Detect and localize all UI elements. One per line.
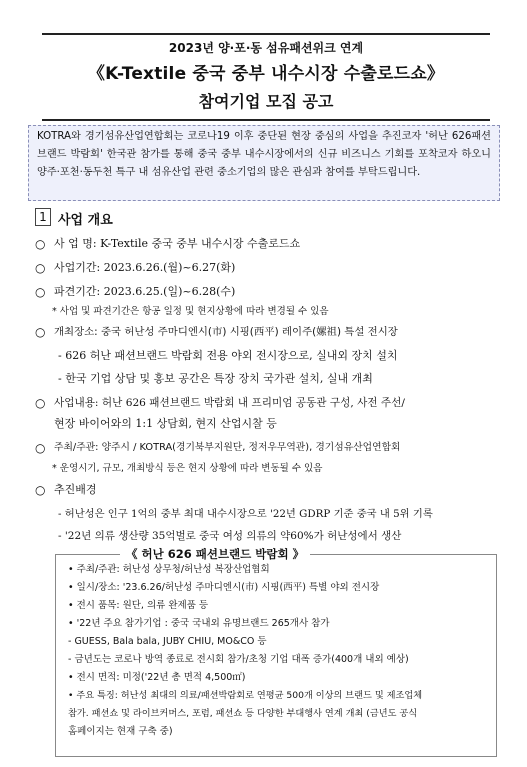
title-line-2: 《K-Textile 중국 중부 내수시장 수출로드쇼》 <box>87 64 445 84</box>
item-bullet: ○ <box>35 396 46 410</box>
highlight-line: 홈페이지는 현재 구축 중) <box>68 726 173 737</box>
item-note: * 사업 및 파견기간은 항공 일정 및 현지상황에 따라 변경될 수 있음 <box>52 306 329 317</box>
highlight-line: • 주요 특징: 허난성 최대의 의료/패션박람회로 연평균 500개 이상의 브랜드 및 제조업체 <box>68 690 423 701</box>
item-text: 사업내용: 허난 626 패션브랜드 박람회 내 프리미엄 공동관 구성, 사전 주선/ <box>54 397 405 409</box>
intro-box: KOTRA와 경기섬유산업연합회는 코로나19 이후 중단된 현장 중심의 사업을 추진코자 '허난 626패션 브랜드 박람회' 한국관 참가를 통해 중국 중부 내수시장에서의 신규 비즈니스 기회를 포착코자 하오니 양주·포천·동두천 특구 내 섬유산업 관련 중소기업의 많은 관심과 참여를 부탁드립니다. <box>28 125 500 201</box>
item-text: 주최/주관: 양주시 / KOTRA(경기북부지원단, 정저우무역관), 경기섬유산업연합회 <box>54 442 401 453</box>
item-subtext: - 626 허난 패션브랜드 박람회 전용 야외 전시장으로, 실내외 장치 설치 <box>58 349 398 362</box>
item-bullet: ○ <box>35 441 46 455</box>
item-bullet: ○ <box>35 325 46 339</box>
item-text: 파견기간: 2023.6.25.(일)~6.28(수) <box>54 285 236 298</box>
highlight-line: - GUESS, Bala bala, JUBY CHIU, MO&CO 등 <box>68 636 267 647</box>
item-subtext: - 허난성은 인구 1억의 중부 최대 내수시장으로 '22년 GDRP 기준 중국 내 5위 기록 <box>58 508 433 520</box>
item-subtext: - '22년 의류 생산량 35억벌로 중국 여성 의류의 약60%가 허난성에서 생산 <box>58 530 402 542</box>
item-bullet: ○ <box>35 285 46 299</box>
item-bullet: ○ <box>35 483 46 497</box>
item-text-cont: 현장 바이어와의 1:1 상담회, 현지 산업시찰 등 <box>54 417 277 430</box>
item-text: 사 업 명: K-Textile 중국 중부 내수시장 수출로드쇼 <box>54 237 301 250</box>
highlight-line: • 전시 면적: 미정('22년 총 면적 4,500㎡) <box>68 672 246 683</box>
highlight-line: • 일시/장소: '23.6.26/허난성 주마디엔시(市) 시핑(西平) 특별 야외 전시장 <box>68 582 380 593</box>
highlight-line: - 금년도는 코로나 방역 종료로 전시회 참가/초청 기업 대폭 증가(400개 내외 예상) <box>68 654 409 665</box>
item-subtext: - 한국 기업 상담 및 홍보 공간은 특장 장치 국가관 설치, 실내 개최 <box>58 372 373 385</box>
item-bullet: ○ <box>35 237 46 251</box>
section-number: 1 <box>35 208 51 226</box>
item-bullet: ○ <box>35 261 46 275</box>
title-box <box>42 33 490 121</box>
item-text: 추진배경 <box>54 483 97 496</box>
highlight-line: • '22년 주요 참가기업 : 중국 국내외 유명브랜드 265개사 참가 <box>68 618 330 629</box>
item-text: 개최장소: 중국 허난성 주마디엔시(市) 시핑(西平) 레이주(嫘祖) 특설 전시장 <box>54 326 398 338</box>
highlight-line: 참가. 패션쇼 및 라이브커머스, 포럼, 패션쇼 등 다양한 부대행사 연계 개최 (금년도 공식 <box>68 708 418 719</box>
item-text: 사업기간: 2023.6.26.(월)~6.27(화) <box>54 261 236 274</box>
title-line-3: 참여기업 모집 공고 <box>198 92 334 111</box>
highlight-line: • 주최/주관: 허난성 상무청/허난성 복장산업협회 <box>68 564 270 575</box>
highlight-line: • 전시 품목: 원단, 의류 완제품 등 <box>68 600 209 611</box>
section-title: 사업 개요 <box>58 213 113 228</box>
title-line-1: 2023년 양·포·동 섬유패션위크 연계 <box>168 41 364 55</box>
item-note: * 운영시기, 규모, 개최방식 등은 현지 상황에 따라 변동될 수 있음 <box>52 463 323 474</box>
highlight-title: 《 허난 626 패션브랜드 박람회 》 <box>120 546 310 562</box>
